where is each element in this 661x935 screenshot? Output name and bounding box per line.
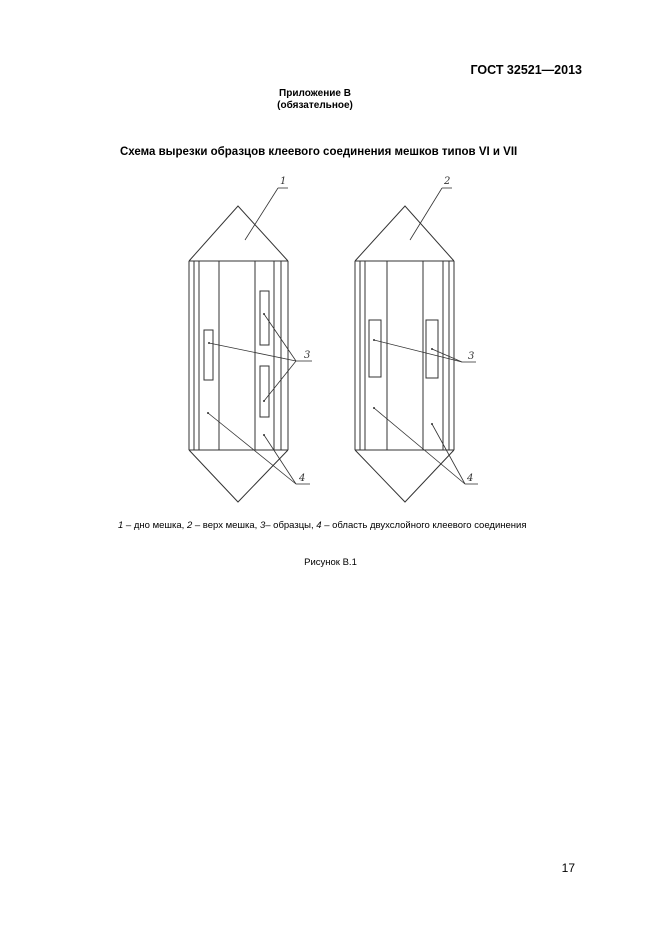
bag-left: [189, 206, 288, 502]
callout-label-3-right: 3: [468, 351, 475, 362]
legend-text-4: – область двухслойного клеевого соединения: [321, 520, 527, 531]
sample-rect: [369, 320, 381, 377]
appendix-status: (обязательное): [277, 100, 353, 111]
legend-text-1: – дно мешка,: [123, 520, 187, 531]
figure-caption: Рисунок В.1: [304, 557, 357, 568]
bag-right: [355, 206, 454, 502]
legend-number-2: 2: [186, 520, 193, 531]
legend-text-3: – образцы,: [265, 520, 317, 531]
callout-label-4-left: 4: [299, 473, 306, 484]
callout-label-2: 2: [444, 176, 451, 187]
bag-cutting-diagram: [170, 168, 500, 518]
appendix-heading: [0, 88, 630, 112]
page-number: 17: [561, 861, 575, 875]
document-code: ГОСТ 32521—2013: [470, 63, 582, 77]
callout-label-1: 1: [280, 176, 287, 187]
sample-rect: [204, 330, 213, 380]
figure-legend: [118, 520, 526, 531]
legend-number-1: 1: [118, 520, 124, 531]
figure-title: Схема вырезки образцов клеевого соединения мешков типов VI и VII: [120, 146, 518, 158]
legend-text-2: – верх мешка,: [192, 520, 260, 531]
sample-rect: [260, 291, 269, 345]
legend-number-3: 3: [259, 520, 266, 531]
legend-number-4: 4: [316, 520, 322, 531]
sample-rect: [260, 366, 269, 417]
appendix-title: Приложение В: [279, 88, 351, 99]
callout-label-3-left: 3: [304, 350, 311, 361]
callout-label-4-right: 4: [467, 473, 474, 484]
